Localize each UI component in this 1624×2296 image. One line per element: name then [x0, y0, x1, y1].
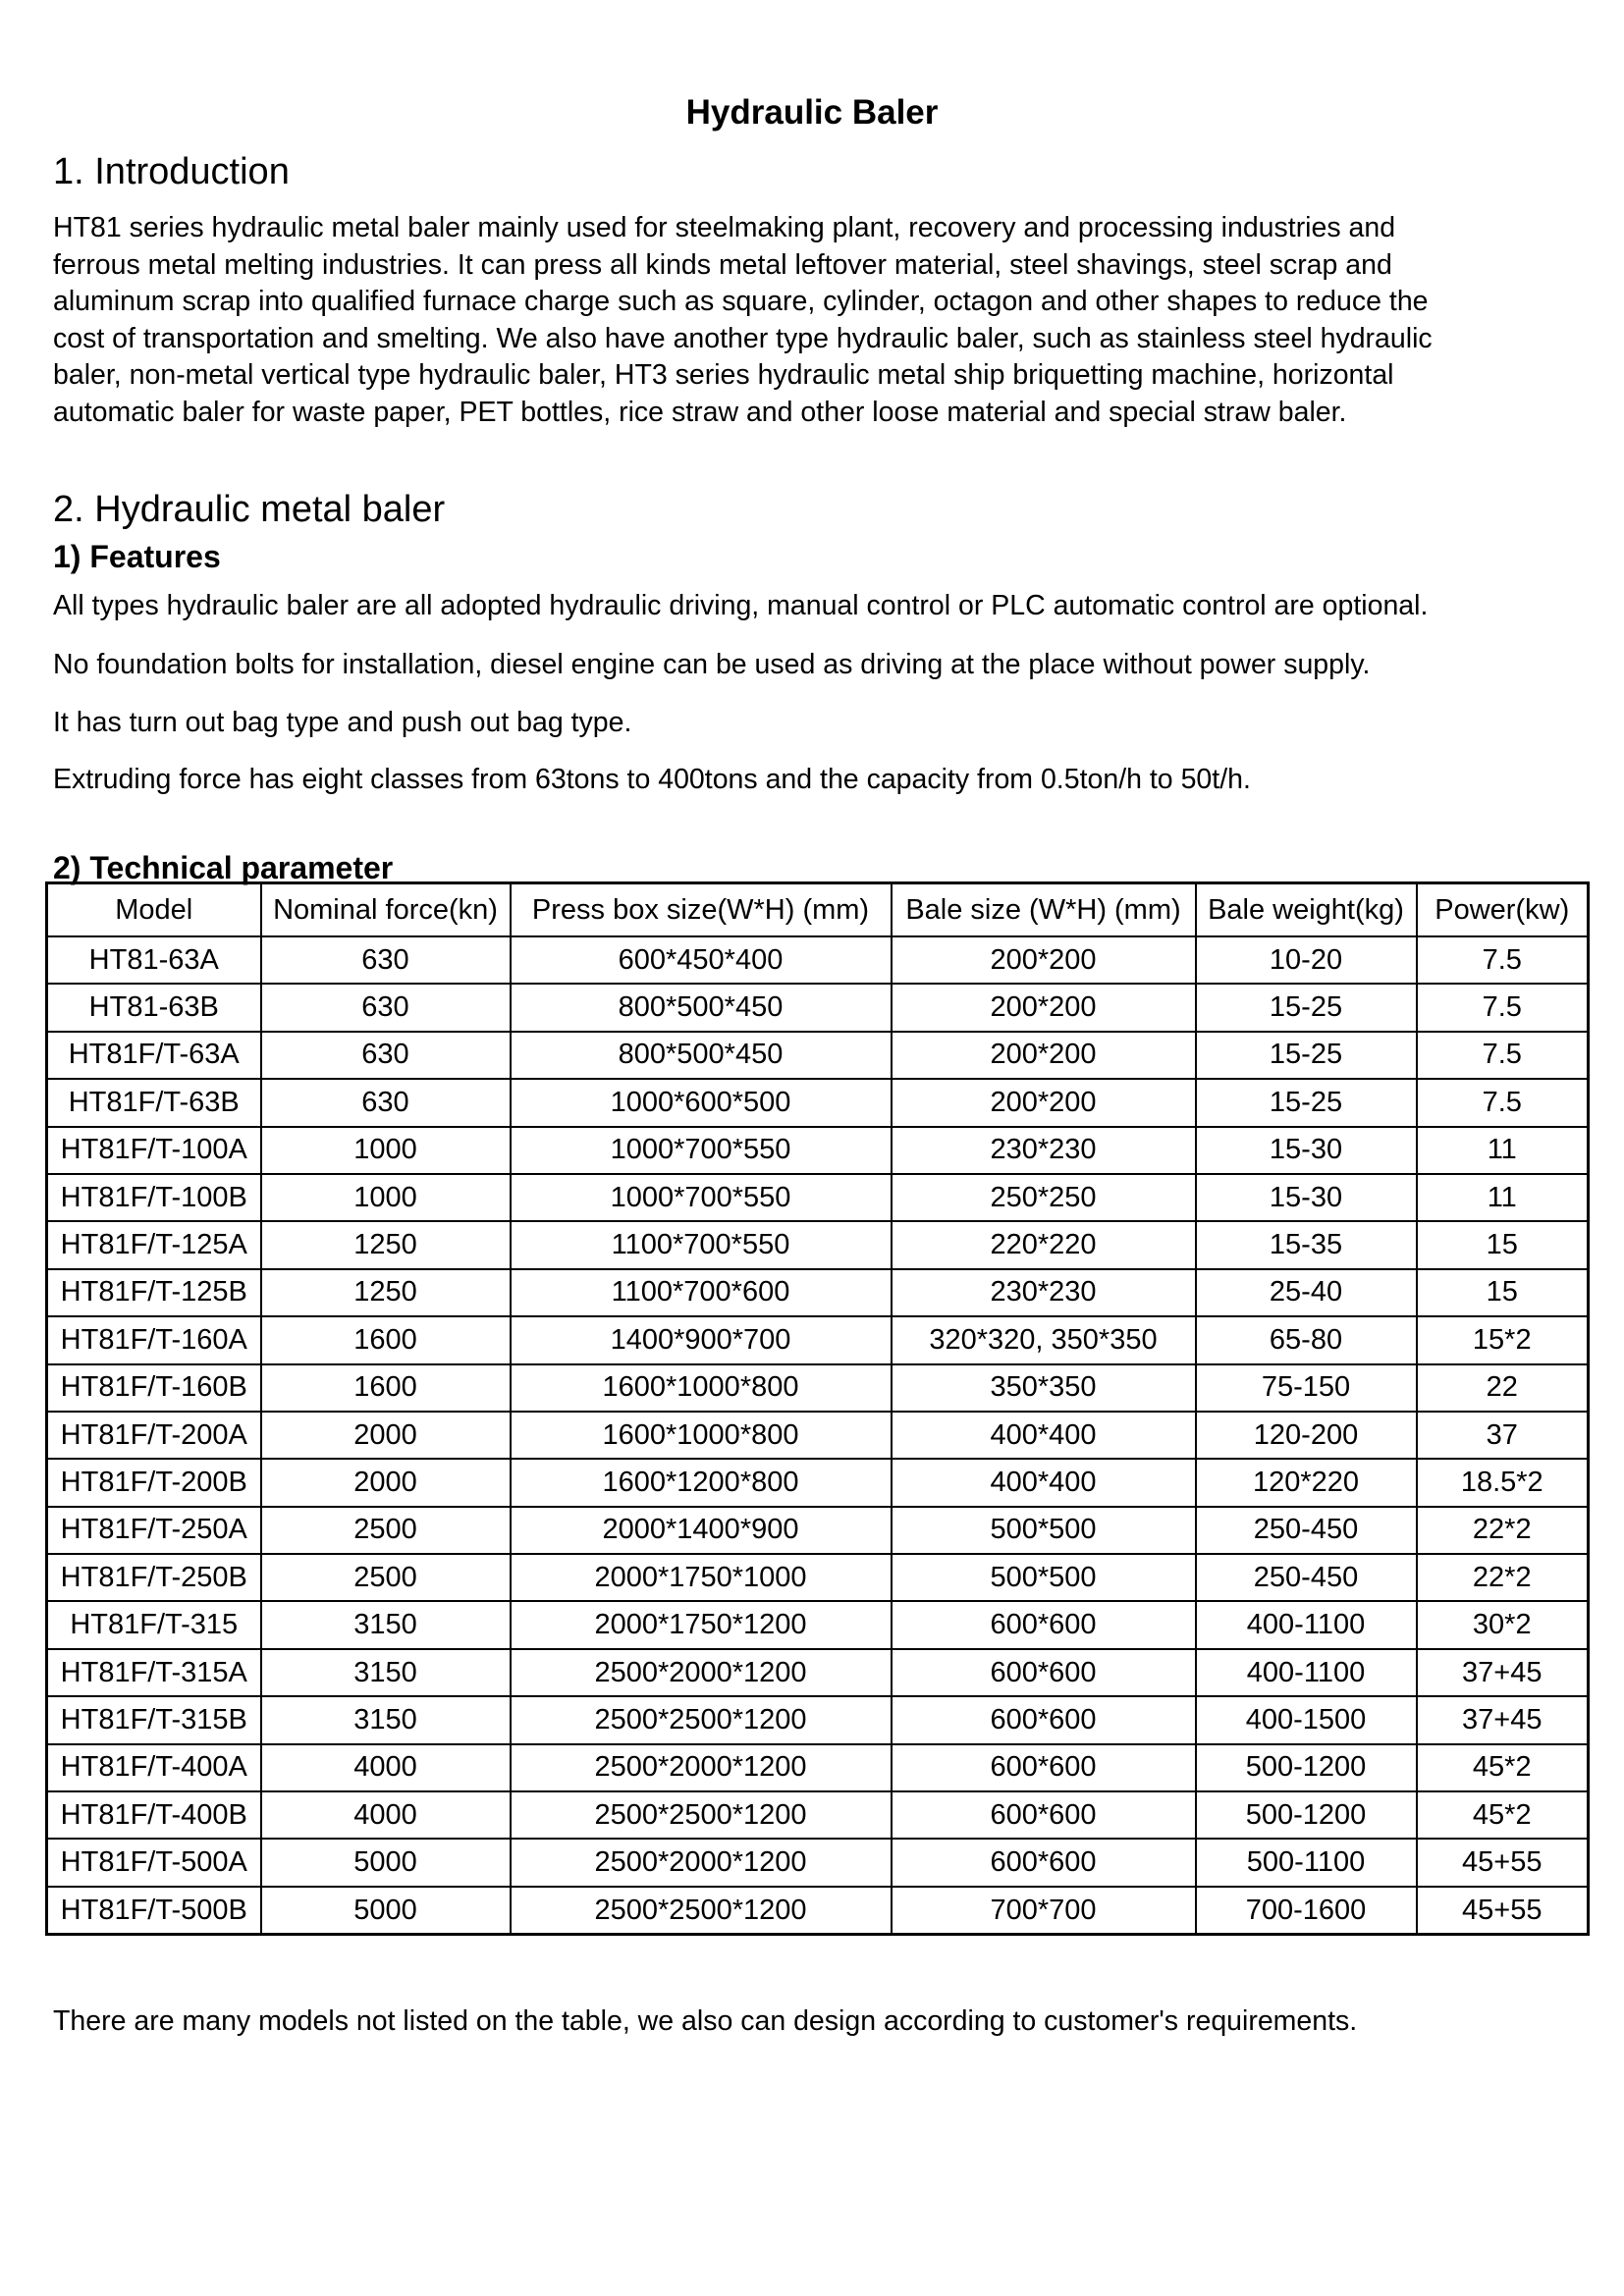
table-row: [47, 1127, 1589, 1174]
column-header-bale-size: Bale size (W*H) (mm): [892, 883, 1196, 937]
cell-bale-size: 200*200: [892, 936, 1196, 984]
table-row: [47, 1412, 1589, 1459]
column-header-nominal-force: Nominal force(kn): [261, 883, 511, 937]
cell-bale-size: 230*230: [892, 1269, 1196, 1316]
cell-bale-size: 400*400: [892, 1412, 1196, 1459]
cell-bale-weight: 25-40: [1196, 1269, 1417, 1316]
cell-bale-weight: 700-1600: [1196, 1887, 1417, 1935]
cell-press-box-size: 2500*2000*1200: [511, 1839, 892, 1886]
cell-nominal-force: 1250: [261, 1269, 511, 1316]
introduction-line: HT81 series hydraulic metal baler mainly used for steelmaking plant, recovery and processing industries and: [53, 212, 1396, 243]
cell-bale-size: 400*400: [892, 1459, 1196, 1506]
cell-press-box-size: 2500*2000*1200: [511, 1744, 892, 1791]
cell-power: 18.5*2: [1417, 1459, 1589, 1506]
cell-model: HT81F/T-400A: [47, 1744, 261, 1791]
cell-bale-size: 200*200: [892, 1079, 1196, 1126]
cell-model: HT81F/T-200A: [47, 1412, 261, 1459]
cell-bale-weight: 15-30: [1196, 1127, 1417, 1174]
cell-bale-size: 500*500: [892, 1507, 1196, 1554]
cell-press-box-size: 1000*700*550: [511, 1127, 892, 1174]
cell-press-box-size: 800*500*450: [511, 1032, 892, 1079]
cell-nominal-force: 1250: [261, 1221, 511, 1268]
table-row: [47, 1221, 1589, 1268]
cell-bale-weight: 500-1200: [1196, 1791, 1417, 1839]
table-row: [47, 1744, 1589, 1791]
cell-bale-size: 220*220: [892, 1221, 1196, 1268]
cell-press-box-size: 1000*600*500: [511, 1079, 892, 1126]
cell-press-box-size: 2500*2500*1200: [511, 1696, 892, 1743]
cell-bale-size: 200*200: [892, 1032, 1196, 1079]
table-row: [47, 984, 1589, 1031]
cell-bale-size: 200*200: [892, 984, 1196, 1031]
table-row: [47, 1316, 1589, 1363]
cell-bale-size: 230*230: [892, 1127, 1196, 1174]
cell-model: HT81F/T-100B: [47, 1174, 261, 1221]
table-row: [47, 1554, 1589, 1601]
cell-nominal-force: 3150: [261, 1696, 511, 1743]
cell-press-box-size: 2000*1750*1200: [511, 1601, 892, 1648]
table-row: [47, 1839, 1589, 1886]
table-row: [47, 1174, 1589, 1221]
table-row: [47, 1459, 1589, 1506]
introduction-line: aluminum scrap into qualified furnace charge such as square, cylinder, octagon and other shapes to reduce the: [53, 286, 1429, 317]
table-row: [47, 1032, 1589, 1079]
cell-bale-weight: 15-35: [1196, 1221, 1417, 1268]
feature-item: No foundation bolts for installation, diesel engine can be used as driving at the place without power supply.: [53, 649, 1371, 680]
cell-model: HT81F/T-500B: [47, 1887, 261, 1935]
introduction-line: baler, non-metal vertical type hydraulic baler, HT3 series hydraulic metal ship briquetting machine, horizontal: [53, 359, 1394, 391]
cell-power: 15*2: [1417, 1316, 1589, 1363]
table-footnote: There are many models not listed on the table, we also can design according to customer's requirements.: [53, 2005, 1358, 2037]
cell-power: 45+55: [1417, 1839, 1589, 1886]
cell-power: 37+45: [1417, 1696, 1589, 1743]
cell-nominal-force: 1000: [261, 1174, 511, 1221]
cell-model: HT81F/T-160B: [47, 1364, 261, 1412]
cell-press-box-size: 1600*1000*800: [511, 1364, 892, 1412]
cell-nominal-force: 5000: [261, 1839, 511, 1886]
cell-power: 7.5: [1417, 936, 1589, 984]
table-row: [47, 1507, 1589, 1554]
cell-bale-size: 250*250: [892, 1174, 1196, 1221]
cell-bale-size: 600*600: [892, 1696, 1196, 1743]
cell-model: HT81-63A: [47, 936, 261, 984]
cell-power: 7.5: [1417, 1079, 1589, 1126]
cell-bale-size: 600*600: [892, 1649, 1196, 1696]
cell-bale-weight: 10-20: [1196, 936, 1417, 984]
cell-bale-size: 600*600: [892, 1601, 1196, 1648]
hydraulic-metal-baler-heading: 2. Hydraulic metal baler: [53, 489, 446, 530]
cell-press-box-size: 1000*700*550: [511, 1174, 892, 1221]
introduction-paragraph: [53, 210, 1585, 431]
cell-model: HT81F/T-100A: [47, 1127, 261, 1174]
cell-press-box-size: 1100*700*550: [511, 1221, 892, 1268]
technical-parameter-table-body: [47, 936, 1589, 1935]
cell-nominal-force: 4000: [261, 1744, 511, 1791]
cell-model: HT81F/T-160A: [47, 1316, 261, 1363]
cell-power: 45+55: [1417, 1887, 1589, 1935]
cell-power: 30*2: [1417, 1601, 1589, 1648]
cell-model: HT81F/T-125A: [47, 1221, 261, 1268]
table-header-row: [47, 883, 1589, 937]
cell-press-box-size: 1600*1200*800: [511, 1459, 892, 1506]
cell-nominal-force: 630: [261, 1032, 511, 1079]
cell-bale-size: 320*320, 350*350: [892, 1316, 1196, 1363]
column-header-press-box-size: Press box size(W*H) (mm): [511, 883, 892, 937]
cell-model: HT81F/T-250B: [47, 1554, 261, 1601]
cell-bale-size: 600*600: [892, 1791, 1196, 1839]
cell-nominal-force: 2000: [261, 1412, 511, 1459]
cell-bale-weight: 120-200: [1196, 1412, 1417, 1459]
cell-bale-weight: 75-150: [1196, 1364, 1417, 1412]
cell-bale-weight: 400-1100: [1196, 1649, 1417, 1696]
cell-bale-weight: 120*220: [1196, 1459, 1417, 1506]
cell-model: HT81-63B: [47, 984, 261, 1031]
column-header-model: Model: [47, 883, 261, 937]
cell-bale-weight: 15-25: [1196, 1079, 1417, 1126]
cell-power: 37+45: [1417, 1649, 1589, 1696]
cell-power: 15: [1417, 1269, 1589, 1316]
table-row: [47, 1696, 1589, 1743]
cell-nominal-force: 5000: [261, 1887, 511, 1935]
cell-press-box-size: 2500*2500*1200: [511, 1887, 892, 1935]
table-row: [47, 1364, 1589, 1412]
cell-model: HT81F/T-125B: [47, 1269, 261, 1316]
cell-power: 45*2: [1417, 1744, 1589, 1791]
cell-model: HT81F/T-315: [47, 1601, 261, 1648]
cell-bale-size: 600*600: [892, 1744, 1196, 1791]
cell-model: HT81F/T-63A: [47, 1032, 261, 1079]
features-heading: 1) Features: [53, 539, 221, 574]
cell-press-box-size: 2000*1400*900: [511, 1507, 892, 1554]
table-row: [47, 1791, 1589, 1839]
cell-press-box-size: 800*500*450: [511, 984, 892, 1031]
table-row: [47, 1269, 1589, 1316]
cell-power: 22*2: [1417, 1507, 1589, 1554]
table-row: [47, 1649, 1589, 1696]
cell-model: HT81F/T-400B: [47, 1791, 261, 1839]
column-header-power: Power(kw): [1417, 883, 1589, 937]
cell-nominal-force: 1000: [261, 1127, 511, 1174]
cell-bale-weight: 15-25: [1196, 984, 1417, 1031]
cell-model: HT81F/T-63B: [47, 1079, 261, 1126]
cell-press-box-size: 1100*700*600: [511, 1269, 892, 1316]
cell-bale-weight: 250-450: [1196, 1554, 1417, 1601]
introduction-line: cost of transportation and smelting. We also have another type hydraulic baler, such as stainless steel hydraulic: [53, 322, 1433, 354]
cell-bale-weight: 250-450: [1196, 1507, 1417, 1554]
cell-bale-size: 700*700: [892, 1887, 1196, 1935]
cell-press-box-size: 1600*1000*800: [511, 1412, 892, 1459]
cell-nominal-force: 630: [261, 984, 511, 1031]
cell-power: 7.5: [1417, 1032, 1589, 1079]
cell-nominal-force: 4000: [261, 1791, 511, 1839]
cell-nominal-force: 2500: [261, 1554, 511, 1601]
cell-model: HT81F/T-200B: [47, 1459, 261, 1506]
cell-bale-weight: 400-1100: [1196, 1601, 1417, 1648]
cell-nominal-force: 3150: [261, 1649, 511, 1696]
cell-model: HT81F/T-315B: [47, 1696, 261, 1743]
introduction-line: automatic baler for waste paper, PET bottles, rice straw and other loose material and special straw baler.: [53, 396, 1347, 428]
table-row: [47, 936, 1589, 984]
cell-power: 45*2: [1417, 1791, 1589, 1839]
cell-model: HT81F/T-250A: [47, 1507, 261, 1554]
cell-bale-size: 600*600: [892, 1839, 1196, 1886]
cell-bale-weight: 15-25: [1196, 1032, 1417, 1079]
cell-bale-weight: 400-1500: [1196, 1696, 1417, 1743]
cell-bale-weight: 65-80: [1196, 1316, 1417, 1363]
feature-item: It has turn out bag type and push out bag type.: [53, 707, 632, 738]
cell-bale-weight: 500-1100: [1196, 1839, 1417, 1886]
cell-power: 37: [1417, 1412, 1589, 1459]
cell-nominal-force: 1600: [261, 1364, 511, 1412]
introduction-line: ferrous metal melting industries. It can press all kinds metal leftover material, steel shavings, steel scrap and: [53, 248, 1392, 281]
cell-bale-size: 350*350: [892, 1364, 1196, 1412]
cell-bale-weight: 500-1200: [1196, 1744, 1417, 1791]
technical-parameter-heading: 2) Technical parameter: [53, 850, 394, 885]
cell-press-box-size: 600*450*400: [511, 936, 892, 984]
cell-nominal-force: 630: [261, 1079, 511, 1126]
technical-parameter-table: [45, 881, 1590, 1936]
cell-power: 11: [1417, 1174, 1589, 1221]
table-row: [47, 1887, 1589, 1935]
cell-nominal-force: 2500: [261, 1507, 511, 1554]
document-title: Hydraulic Baler: [685, 93, 939, 132]
cell-press-box-size: 2000*1750*1000: [511, 1554, 892, 1601]
table-row: [47, 1079, 1589, 1126]
feature-item: Extruding force has eight classes from 63tons to 400tons and the capacity from 0.5ton/h to 50t/h.: [53, 764, 1251, 795]
cell-nominal-force: 630: [261, 936, 511, 984]
cell-bale-weight: 15-30: [1196, 1174, 1417, 1221]
cell-nominal-force: 3150: [261, 1601, 511, 1648]
cell-press-box-size: 1400*900*700: [511, 1316, 892, 1363]
column-header-bale-weight: Bale weight(kg): [1196, 883, 1417, 937]
cell-power: 15: [1417, 1221, 1589, 1268]
cell-press-box-size: 2500*2000*1200: [511, 1649, 892, 1696]
cell-power: 22: [1417, 1364, 1589, 1412]
cell-power: 22*2: [1417, 1554, 1589, 1601]
cell-model: HT81F/T-500A: [47, 1839, 261, 1886]
cell-press-box-size: 2500*2500*1200: [511, 1791, 892, 1839]
table-row: [47, 1601, 1589, 1648]
cell-power: 7.5: [1417, 984, 1589, 1031]
introduction-heading: 1. Introduction: [53, 151, 290, 192]
cell-model: HT81F/T-315A: [47, 1649, 261, 1696]
cell-power: 11: [1417, 1127, 1589, 1174]
cell-bale-size: 500*500: [892, 1554, 1196, 1601]
feature-item: All types hydraulic baler are all adopted hydraulic driving, manual control or PLC automatic control are optional.: [53, 590, 1429, 621]
cell-nominal-force: 1600: [261, 1316, 511, 1363]
cell-nominal-force: 2000: [261, 1459, 511, 1506]
